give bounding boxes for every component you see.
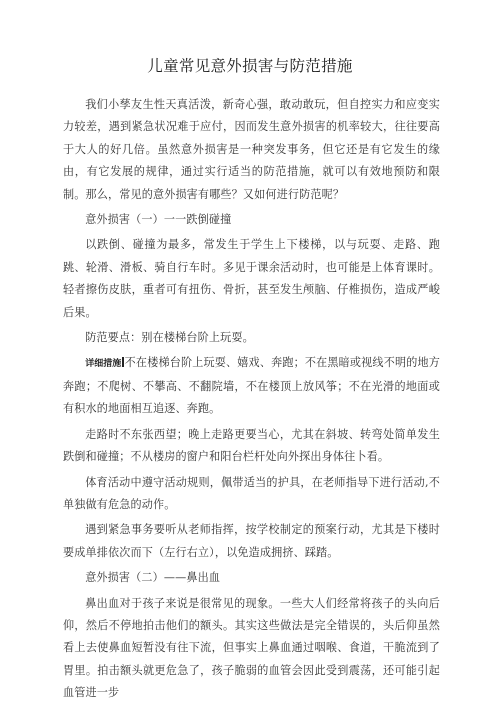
prevention-key-point: 防范要点：别在楼梯台阶上玩耍。 bbox=[85, 331, 254, 345]
detailed-measures-paragraph bbox=[63, 352, 440, 420]
sports-safety-paragraph: 体育活动中遵守活动规则，佩带适当的护具，在老师指导下进行活动,不单独做有危急的动作。 bbox=[63, 475, 440, 511]
nosebleed-paragraph: 鼻出血对于孩子来说是很常见的现象。一些大人们经常将孩子的头向后仰，然后不停地拍击他们的额头。其实这些做法是完全错误的，头后仰虽然看上去使鼻血短暂没有往下流，但事实上鼻血通过咽喉、食道，干脆流到了胃里。拍击额头就更危急了，孩子脆弱的血管会因此受到震荡，还可能引起血管进一步 bbox=[63, 596, 440, 700]
intro-paragraph: 我们小孳友生性天真活泼，新奇心强，敢动敢玩，但自控实力和应变实力较差，遇到紧急状况难于应付，因而发生意外损害的机率较大，往往要高于大人的好几倍。虽然意外损害是一种突发事务，但它还是有它发生的缘由，有它发展的规律，通过实行适当的防范措施，就可以有效地预防和限制。那么，常见的意外损害有哪些？又如何进行防范呢？ bbox=[63, 98, 440, 201]
falls-description-paragraph: 以跌倒、碰撞为最多，常发生于学生上下楼梯，以与玩耍、走路、跑跳、轮滑、滑板、骑自行车时。多见于课余活动时，也可能是上体育课时。轻者擦伤皮肤，重者可有扭伤、骨折，甚至发生颅脑、仔椎损伤，造成严峻后果。 bbox=[63, 238, 440, 319]
document-body bbox=[63, 94, 440, 708]
section-heading-falls: 意外损害（一）一一跌倒碰撞 bbox=[85, 213, 232, 227]
detailed-measures-tag: 详细措施 bbox=[85, 359, 122, 370]
section-heading-nosebleed: 意外损害（二）——鼻出血 bbox=[85, 571, 221, 585]
detailed-measures-text: 不在楼梯台阶上玩耍、嬉戏、奔跑；不在黑暗或视线不明的地方奔跑；不爬树、不攀高、不翻院墙，不在楼顶上放风筝；不在光滑的地面或有积水的地面相互追逐、奔跑。 bbox=[63, 356, 440, 416]
separator-bar bbox=[122, 357, 123, 367]
walking-safety-paragraph: 走路时不东张西望；晚上走路更要当心，尤其在斜坡、转弯处简单发生跌倒和碰撞；不从楼房的窗户和阳台栏杆处向外探出身体往卜看。 bbox=[63, 427, 440, 464]
emergency-paragraph: 遇到紧急事务要听从老师指挥，按学校制定的预案行动，尤其是下楼时要成单排依次而下（左行右立），以免造成拥挤、踩踏。 bbox=[63, 523, 440, 559]
document-title: 儿童常见意外损害与防范措施 bbox=[147, 57, 353, 75]
